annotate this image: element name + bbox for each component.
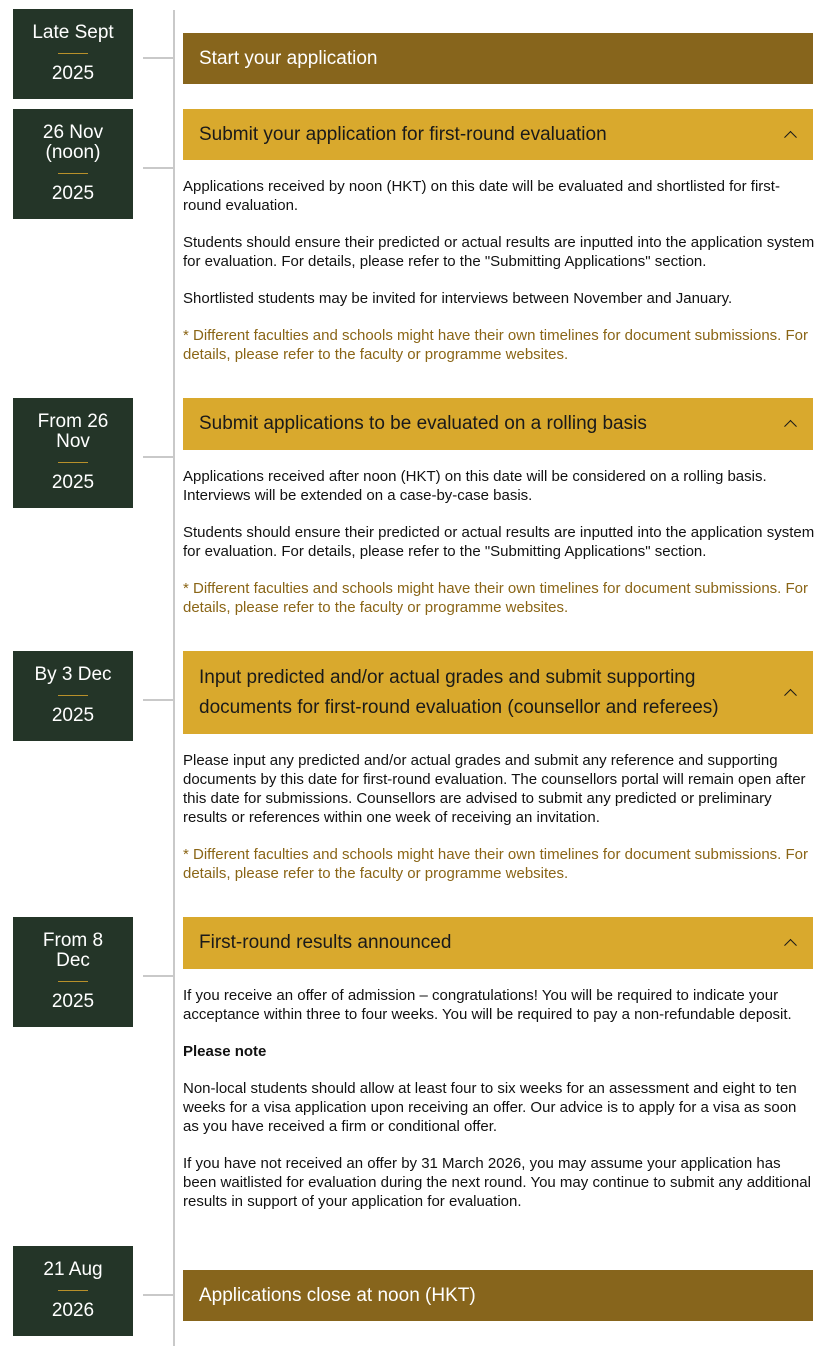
step-title: Applications close at noon (HKT) [199, 1284, 476, 1306]
date-label: Late Sept [32, 22, 114, 43]
step-header-applications-close [183, 1270, 813, 1321]
step-title: First-round results announced [199, 932, 452, 953]
step-title: Submit your application for first-round evaluation [199, 123, 607, 145]
chevron-up-icon[interactable] [784, 939, 797, 952]
accordion-body-results-announced [183, 986, 815, 1229]
paragraph: Shortlisted students may be invited for interviews between November and January. [183, 290, 733, 307]
accordion-header-results-announced[interactable] [183, 917, 813, 969]
date-divider [58, 1290, 88, 1291]
date-divider [58, 981, 88, 982]
date-year: 2026 [51, 1300, 95, 1321]
timeline-connector [143, 167, 174, 169]
date-badge-from-26-nov [13, 398, 133, 508]
date-divider [58, 173, 88, 174]
paragraph: Applications received by noon (HKT) on this date will be evaluated and shortlisted for first-round evaluation. [183, 178, 780, 214]
date-badge-26-nov-noon [13, 109, 133, 219]
accordion-header-supporting-documents[interactable] [183, 651, 813, 734]
date-label: 21 Aug [43, 1259, 103, 1280]
date-label: From 8 Dec [42, 930, 104, 971]
paragraph: If you receive an offer of admission – congratulations! You will be required to indicate your acceptance within three to four weeks. You will be required to pay a non-refundable deposit. [183, 987, 792, 1023]
date-divider [58, 462, 88, 463]
step-title: Start your application [199, 47, 378, 69]
step-title: Submit applications to be evaluated on a rolling basis [199, 413, 647, 434]
date-divider [58, 695, 88, 696]
paragraph: Students should ensure their predicted or actual results are inputted into the application system for evaluation. For details, please refer to the "Submitting Applications" section. [183, 234, 815, 270]
step-title: Input predicted and/or actual grades and submit supporting documents for first-round evaluation (counsellor and referees) [199, 666, 719, 718]
date-year: 2025 [51, 63, 95, 84]
accordion-header-rolling-basis[interactable] [183, 398, 813, 450]
paragraph: Applications received after noon (HKT) on this date will be considered on a rolling basis. Interviews will be extended on a case-by-case basis. [183, 468, 767, 504]
date-badge-21-aug [13, 1246, 133, 1336]
accordion-body-rolling-basis [183, 467, 815, 635]
date-year: 2025 [51, 991, 95, 1012]
paragraph: Students should ensure their predicted or actual results are inputted into the application system for evaluation. For details, please refer to the "Submitting Applications" section. [183, 524, 815, 560]
date-divider [58, 53, 88, 54]
please-note-heading: Please note [183, 1043, 267, 1060]
chevron-up-icon[interactable] [784, 688, 797, 701]
date-badge-late-sept [13, 9, 133, 99]
timeline-connector [143, 699, 174, 701]
accordion-body-supporting-documents [183, 751, 815, 901]
paragraph: Please input any predicted and/or actual grades and submit any reference and supporting documents by this date for first-round evaluation. The counsellors portal will remain open after this date for submissions. Counsellors are advised to submit any predicted or preliminary results or references within one week of receiving an invitation. [183, 752, 806, 826]
faculty-note: * Different faculties and schools might have their own timelines for document submissions. For details, please refer to the faculty or programme websites. [183, 580, 809, 616]
step-header-start-application [183, 33, 813, 84]
timeline-connector [143, 1294, 174, 1296]
timeline-line [173, 10, 175, 1346]
date-year: 2025 [51, 183, 95, 204]
faculty-note: * Different faculties and schools might have their own timelines for document submissions. For details, please refer to the faculty or programme websites. [183, 327, 809, 363]
accordion-header-first-round[interactable] [183, 109, 813, 160]
timeline-connector [143, 456, 174, 458]
date-label: By 3 Dec [34, 664, 112, 685]
date-label: 26 Nov (noon) [42, 122, 104, 163]
date-label: From 26 Nov [37, 411, 109, 452]
date-year: 2025 [51, 705, 95, 726]
paragraph: If you have not received an offer by 31 March 2026, you may assume your application has been waitlisted for evaluation during the next round. You may continue to submit any additional results in support of your application for evaluation. [183, 1155, 811, 1210]
faculty-note: * Different faculties and schools might have their own timelines for document submissions. For details, please refer to the faculty or programme websites. [183, 846, 809, 882]
date-year: 2025 [51, 472, 95, 493]
date-badge-from-8-dec [13, 917, 133, 1027]
timeline-connector [143, 57, 174, 59]
chevron-up-icon[interactable] [784, 420, 797, 433]
paragraph: Non-local students should allow at least four to six weeks for an assessment and eight to ten weeks for a visa application upon receiving an offer. Our advice is to apply for a visa as soon as you have received a firm or conditional offer. [183, 1080, 797, 1135]
accordion-body-first-round [183, 177, 815, 382]
date-badge-by-3-dec [13, 651, 133, 741]
timeline-connector [143, 975, 174, 977]
chevron-up-icon[interactable] [784, 130, 797, 143]
